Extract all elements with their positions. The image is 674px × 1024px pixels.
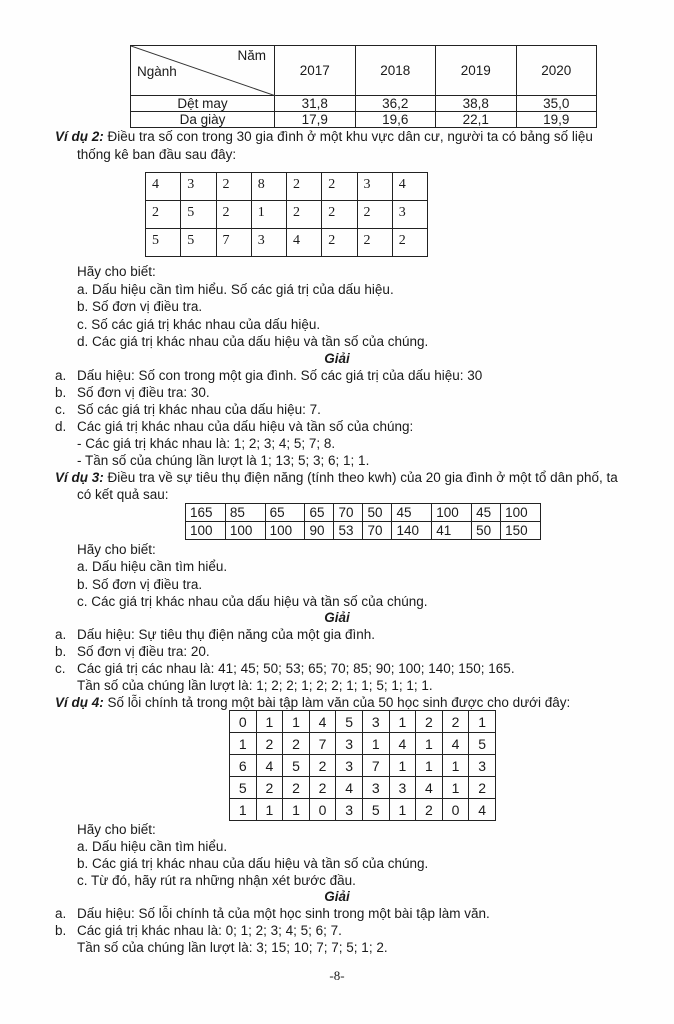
table-cell: 5 <box>181 201 216 229</box>
table-cell: 1 <box>469 711 496 733</box>
table-row <box>230 755 496 777</box>
table-cell: 5 <box>469 733 496 755</box>
table-cell: 1 <box>230 733 257 755</box>
table-cell: 85 <box>225 504 265 522</box>
table-cell: 65 <box>265 504 305 522</box>
answer-label: a. <box>55 906 67 921</box>
table-cell: 45 <box>472 504 501 522</box>
answer-text: Số đơn vị điều tra: 20. <box>77 644 210 659</box>
table-row <box>131 96 597 112</box>
table-cell: 2 <box>322 229 357 257</box>
table-cell: 8 <box>251 173 286 201</box>
table-cell: 100 <box>432 504 472 522</box>
answer-label: c. <box>55 402 66 417</box>
table-cell: 5 <box>283 755 310 777</box>
table-cell: 4 <box>309 711 336 733</box>
cell: 19,6 <box>355 112 436 128</box>
cell: 31,8 <box>275 96 356 112</box>
table-row <box>230 799 496 821</box>
table-cell: 2 <box>442 711 469 733</box>
example-label: Ví dụ 2: <box>55 129 104 144</box>
table-row <box>186 504 541 522</box>
table-cell: 3 <box>362 777 389 799</box>
table-cell: 70 <box>363 522 392 540</box>
example-text: Số lỗi chính tả trong một bài tập làm văn của 50 học sinh được cho dưới đây: <box>103 695 571 710</box>
industry-table <box>130 45 597 128</box>
table-cell: 2 <box>322 173 357 201</box>
table-cell: 2 <box>469 777 496 799</box>
question: a. Dấu hiệu cần tìm hiểu. <box>77 559 228 574</box>
answer-text: Dấu hiệu: Số lỗi chính tả của một học sinh trong một bài tập làm văn. <box>77 906 490 921</box>
children-table <box>145 172 428 257</box>
question: b. Các giá trị khác nhau của dấu hiệu và tần số của chúng. <box>77 856 429 871</box>
solution-heading: Giải <box>324 610 350 625</box>
answer-detail: - Tần số của chúng lần lượt là 1; 13; 5; 3; 6; 1; 1. <box>77 453 370 468</box>
answer-label: a. <box>55 627 67 642</box>
page-number: -8- <box>329 968 345 983</box>
year-header: 2018 <box>355 46 436 96</box>
table-cell: 0 <box>230 711 257 733</box>
answer-text: Dấu hiệu: Số con trong một gia đình. Số các giá trị của dấu hiệu: 30 <box>77 368 483 383</box>
table-cell: 165 <box>186 504 226 522</box>
table-cell: 1 <box>442 755 469 777</box>
table-cell: 4 <box>416 777 443 799</box>
table-cell: 3 <box>469 755 496 777</box>
table-cell: 3 <box>392 201 427 229</box>
table-cell: 3 <box>251 229 286 257</box>
table-cell: 4 <box>389 733 416 755</box>
table-cell: 1 <box>416 733 443 755</box>
table-cell: 6 <box>230 755 257 777</box>
table-cell: 50 <box>363 504 392 522</box>
table-cell: 0 <box>442 799 469 821</box>
table-cell: 3 <box>336 755 363 777</box>
table-cell: 5 <box>230 777 257 799</box>
table-cell: 5 <box>146 229 181 257</box>
prompt: Hãy cho biết: <box>77 542 156 557</box>
table-cell: 4 <box>256 755 283 777</box>
table-row <box>131 112 597 128</box>
table-cell: 2 <box>357 201 392 229</box>
cell: 19,9 <box>516 112 597 128</box>
example-4-intro <box>55 695 570 711</box>
example-label: Ví dụ 3: <box>55 470 104 485</box>
answer <box>55 385 210 401</box>
table-cell: 4 <box>469 799 496 821</box>
table-cell: 65 <box>305 504 334 522</box>
table-row <box>230 711 496 733</box>
table-cell: 3 <box>336 799 363 821</box>
table-cell: 100 <box>225 522 265 540</box>
table-cell: 1 <box>230 799 257 821</box>
table-cell: 2 <box>392 229 427 257</box>
table-cell: 5 <box>336 711 363 733</box>
table-cell: 1 <box>283 799 310 821</box>
question: c. Các giá trị khác nhau của dấu hiệu và tần số của chúng. <box>77 594 428 609</box>
answer-detail: - Các giá trị khác nhau là: 1; 2; 3; 4; 5; 7; 8. <box>77 436 336 451</box>
table-cell: 5 <box>362 799 389 821</box>
table-cell: 4 <box>336 777 363 799</box>
cell: 35,0 <box>516 96 597 112</box>
table-cell: 2 <box>416 799 443 821</box>
answer-text: Các giá trị khác nhau của dấu hiệu và tần số của chúng: <box>77 419 414 434</box>
table-cell: 2 <box>416 711 443 733</box>
example-2-intro <box>55 129 593 145</box>
table-cell: 2 <box>283 733 310 755</box>
example-text: có kết quả sau: <box>77 487 169 502</box>
answer-text: Các giá trị khác nhau là: 0; 1; 2; 3; 4; 5; 6; 7. <box>77 923 342 938</box>
answer <box>55 402 321 418</box>
table-cell: 2 <box>309 755 336 777</box>
table-cell: 4 <box>146 173 181 201</box>
table-cell: 2 <box>322 201 357 229</box>
table-cell: 3 <box>362 711 389 733</box>
spelling-errors-table <box>229 710 496 821</box>
table-cell: 70 <box>334 504 363 522</box>
answer-label: b. <box>55 923 67 938</box>
table-cell: 1 <box>389 711 416 733</box>
table-cell: 1 <box>416 755 443 777</box>
table-cell: 4 <box>287 229 322 257</box>
table-row <box>146 201 428 229</box>
table-cell: 4 <box>442 733 469 755</box>
answer-text: Số các giá trị khác nhau của dấu hiệu: 7. <box>77 402 321 417</box>
cell: 38,8 <box>436 96 517 112</box>
table-cell: 2 <box>287 201 322 229</box>
table-cell: 1 <box>256 711 283 733</box>
table-cell: 7 <box>362 755 389 777</box>
example-text: Điều tra về sự tiêu thụ điện năng (tính theo kwh) của 20 gia đình ở một tổ dân phố, ta <box>103 470 618 485</box>
answer-detail: Tần số của chúng lần lượt là: 1; 2; 2; 1; 2; 2; 1; 1; 5; 1; 1; 1. <box>77 678 433 693</box>
row-name: Da giày <box>131 112 275 128</box>
table-cell: 90 <box>305 522 334 540</box>
answer-text: Dấu hiệu: Sự tiêu thụ điện năng của một gia đình. <box>77 627 375 642</box>
answer <box>55 661 515 677</box>
question: d. Các giá trị khác nhau của dấu hiệu và tần số của chúng. <box>77 334 429 349</box>
example-text: thống kê ban đầu sau đây: <box>77 147 237 162</box>
table-row <box>146 173 428 201</box>
table-cell: 0 <box>309 799 336 821</box>
table-row <box>230 777 496 799</box>
table-cell: 3 <box>336 733 363 755</box>
answer-text: Số đơn vị điều tra: 30. <box>77 385 210 400</box>
year-header: 2019 <box>436 46 517 96</box>
table-cell: 2 <box>309 777 336 799</box>
table-cell: 7 <box>216 229 251 257</box>
cell: 36,2 <box>355 96 436 112</box>
table-cell: 1 <box>362 733 389 755</box>
table-cell: 45 <box>392 504 432 522</box>
table-cell: 3 <box>357 173 392 201</box>
table-cell: 2 <box>256 733 283 755</box>
table-cell: 4 <box>392 173 427 201</box>
answer-text: Các giá trị các nhau là: 41; 45; 50; 53; 65; 70; 85; 90; 100; 140; 150; 165. <box>77 661 515 676</box>
table-cell: 5 <box>181 229 216 257</box>
answer <box>55 627 375 643</box>
table-cell: 2 <box>357 229 392 257</box>
table-cell: 3 <box>181 173 216 201</box>
table-cell: 150 <box>501 522 541 540</box>
answer <box>55 419 414 435</box>
electricity-table <box>185 503 541 540</box>
answer <box>55 923 342 939</box>
table-row <box>146 229 428 257</box>
year-header: 2020 <box>516 46 597 96</box>
row-name: Dệt may <box>131 96 275 112</box>
question: b. Số đơn vị điều tra. <box>77 577 203 592</box>
table-cell: 1 <box>283 711 310 733</box>
cell: 22,1 <box>436 112 517 128</box>
example-text: Điều tra số con trong 30 gia đình ở một khu vực dân cư, người ta có bảng số liệu <box>103 129 593 144</box>
answer-label: c. <box>55 661 66 676</box>
prompt: Hãy cho biết: <box>77 822 156 837</box>
answer-label: a. <box>55 368 67 383</box>
table-cell: 1 <box>389 799 416 821</box>
table-cell: 41 <box>432 522 472 540</box>
question: a. Dấu hiệu cần tìm hiểu. Số các giá trị của dấu hiệu. <box>77 282 394 297</box>
table-row <box>230 733 496 755</box>
table-cell: 1 <box>389 755 416 777</box>
table-cell: 1 <box>442 777 469 799</box>
table-cell: 100 <box>186 522 226 540</box>
table-cell: 50 <box>472 522 501 540</box>
table-cell: 2 <box>287 173 322 201</box>
solution-heading: Giải <box>324 351 350 366</box>
prompt: Hãy cho biết: <box>77 264 156 279</box>
table-cell: 2 <box>283 777 310 799</box>
example-label: Ví dụ 4: <box>55 695 104 710</box>
question: b. Số đơn vị điều tra. <box>77 299 203 314</box>
table-cell: 2 <box>146 201 181 229</box>
table-cell: 100 <box>501 504 541 522</box>
answer <box>55 906 490 922</box>
answer-label: d. <box>55 419 67 434</box>
answer-detail: Tần số của chúng lần lượt là: 3; 15; 10; 7; 7; 5; 1; 2. <box>77 940 388 955</box>
question: c. Số các giá trị khác nhau của dấu hiệu. <box>77 317 321 332</box>
table-cell: 2 <box>256 777 283 799</box>
solution-heading: Giải <box>324 889 350 904</box>
answer-label: b. <box>55 385 67 400</box>
table-cell: 140 <box>392 522 432 540</box>
table-cell: 3 <box>389 777 416 799</box>
question: a. Dấu hiệu cần tìm hiểu. <box>77 839 228 854</box>
corner-header-cell <box>131 46 275 96</box>
answer <box>55 644 210 660</box>
table-cell: 100 <box>265 522 305 540</box>
table-cell: 1 <box>256 799 283 821</box>
example-3-intro <box>55 470 618 486</box>
table-cell: 7 <box>309 733 336 755</box>
table-cell: 2 <box>216 173 251 201</box>
cell: 17,9 <box>275 112 356 128</box>
answer-label: b. <box>55 644 67 659</box>
table-cell: 1 <box>251 201 286 229</box>
year-header: 2017 <box>275 46 356 96</box>
column-axis-label: Năm <box>237 48 266 63</box>
table-cell: 53 <box>334 522 363 540</box>
row-axis-label: Ngành <box>137 64 177 79</box>
table-row <box>186 522 541 540</box>
question: c. Từ đó, hãy rút ra những nhận xét bước đầu. <box>77 873 356 888</box>
answer <box>55 368 483 384</box>
table-cell: 2 <box>216 201 251 229</box>
